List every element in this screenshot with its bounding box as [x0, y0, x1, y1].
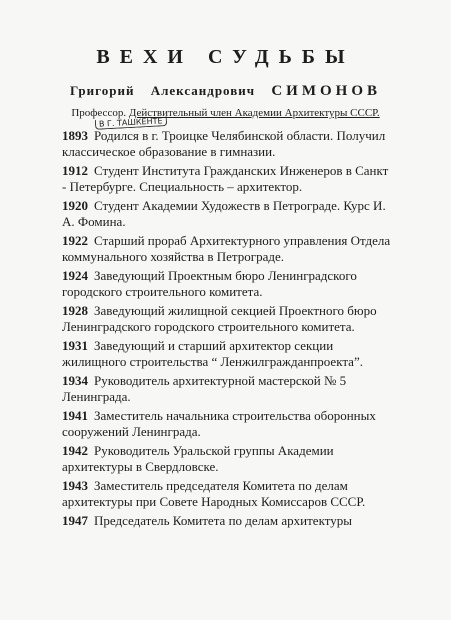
- timeline-entry: [62, 303, 394, 335]
- timeline-entry: [62, 373, 394, 405]
- entry-year: 1943: [62, 478, 88, 493]
- entry-year: 1924: [62, 268, 88, 283]
- entry-text: Руководитель Уральской группы Академии архитектуры в Свердловске.: [62, 443, 334, 475]
- entry-year: 1947: [62, 513, 88, 528]
- author-name: [0, 83, 451, 100]
- entry-year: 1893: [62, 128, 88, 143]
- entry-year: 1941: [62, 408, 88, 423]
- timeline-entry: [62, 408, 394, 440]
- entry-year: 1931: [62, 338, 88, 353]
- credentials-prefix: Профессор.: [71, 107, 129, 119]
- entry-text: Заведующий Проектным бюро Ленинградского городского строительного комитета.: [62, 268, 357, 300]
- entry-text: Председатель Комитета по делам архитектуры: [94, 513, 352, 528]
- entry-text: Студент Института Гражданских Инженеров в Санкт - Петербурге. Специальность – архитектор.: [62, 163, 389, 195]
- entry-year: 1920: [62, 198, 88, 213]
- timeline-entry: [62, 478, 394, 510]
- entry-text: Заведующий жилищной секцией Проектного бюро Ленинградского городского строительного комитета.: [62, 303, 377, 335]
- entry-year: 1912: [62, 163, 88, 178]
- timeline-entry: [62, 443, 394, 475]
- entry-text: Родился в г. Троицке Челябинской области. Получил классическое образование в гимназии.: [62, 128, 386, 160]
- entry-text: Заместитель председателя Комитета по делам архитектуры при Совете Народных Комиссаров СССР.: [62, 478, 366, 510]
- timeline-entry: [62, 163, 394, 195]
- entry-year: 1934: [62, 373, 88, 388]
- entry-year: 1928: [62, 303, 88, 318]
- page-title: ВЕХИ СУДЬБЫ: [96, 46, 355, 68]
- timeline-entry: [62, 268, 394, 300]
- handwritten-annotation: В Г. ТАШКЕНТЕ: [95, 116, 167, 130]
- entry-year: 1942: [62, 443, 88, 458]
- entry-year: 1922: [62, 233, 88, 248]
- timeline-list: [62, 128, 394, 532]
- credentials-membership: Действительный член Академии Архитектуры СССР.: [128, 107, 380, 119]
- author-credentials: [0, 107, 451, 119]
- entry-text: Заместитель начальника строительства оборонных сооружений Ленинграда.: [62, 408, 376, 440]
- entry-text: Старший прораб Архитектурного управления Отдела коммунального хозяйства в Петрограде.: [62, 233, 391, 265]
- entry-text: Заведующий и старший архитектор секции жилищного строительства “ Ленжилгражданпроекта”.: [62, 338, 363, 370]
- author-patronymic: Александрович: [150, 83, 256, 98]
- timeline-entry: [62, 338, 394, 370]
- timeline-entry: [62, 513, 394, 529]
- author-surname: СИМОНОВ: [271, 83, 381, 99]
- timeline-entry: [62, 128, 394, 160]
- entry-text: Студент Академии Художеств в Петрограде. Курс И. А. Фомина.: [62, 198, 386, 230]
- entry-text: Руководитель архитектурной мастерской № 5 Ленинграда.: [62, 373, 347, 405]
- author-first-name: Григорий: [69, 83, 135, 98]
- timeline-entry: [62, 233, 394, 265]
- timeline-entry: [62, 198, 394, 230]
